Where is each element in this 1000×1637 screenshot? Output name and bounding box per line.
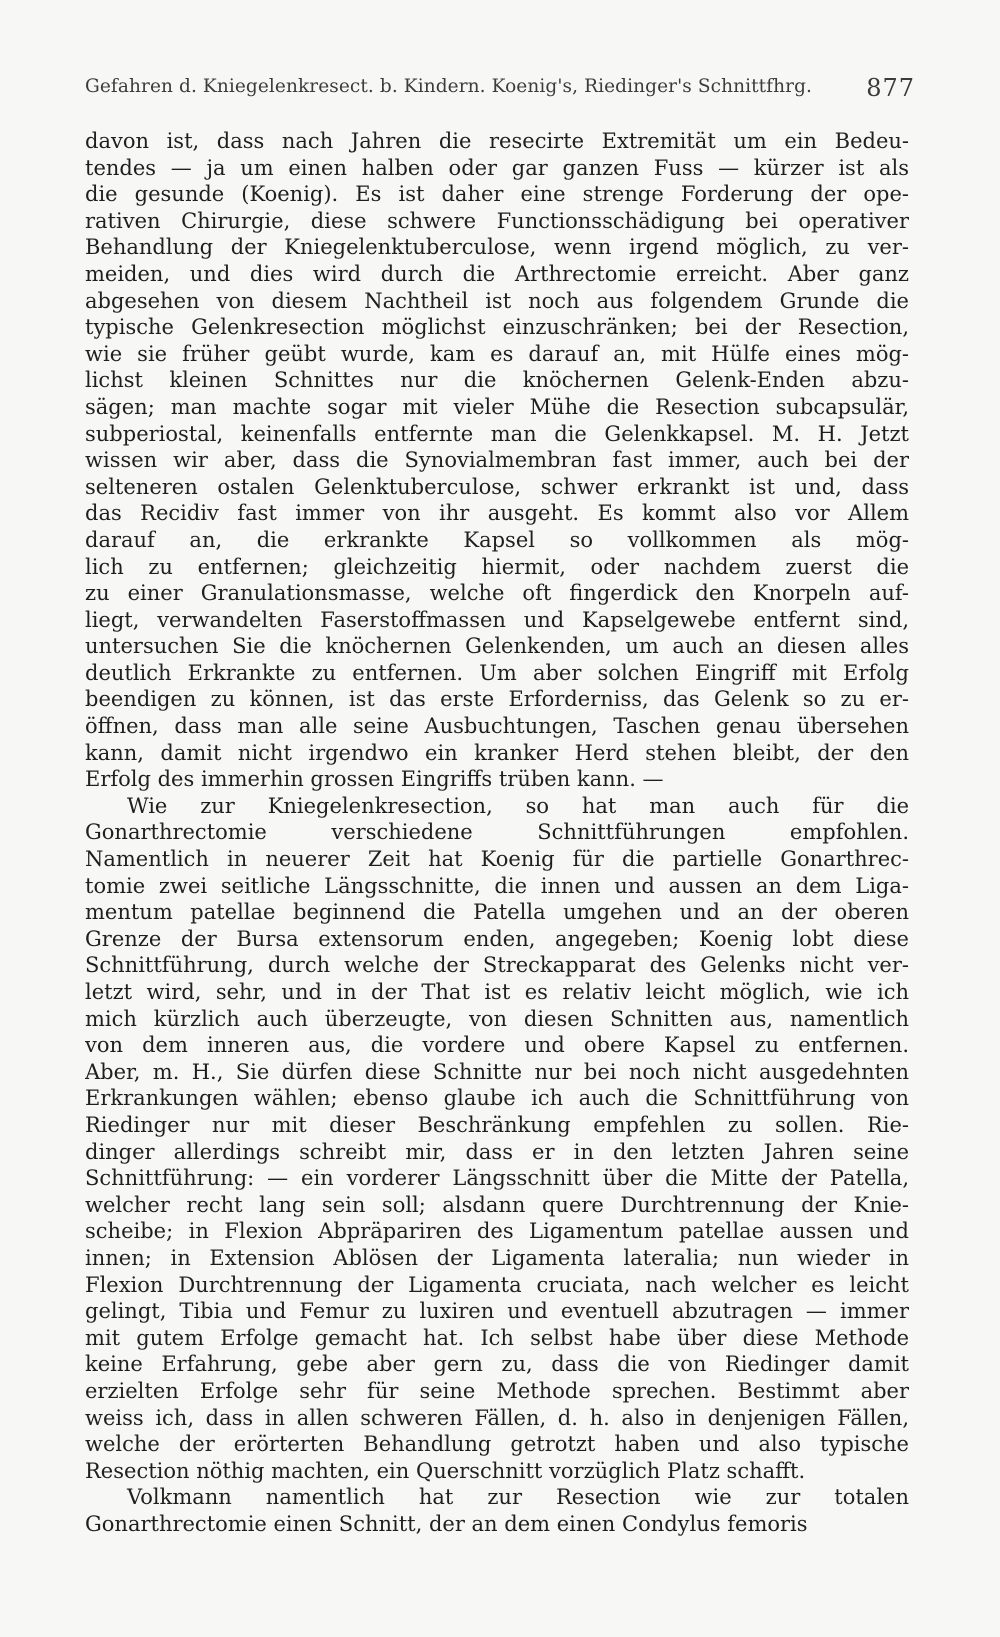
text-line: das Recidiv fast immer von ihr ausgeht. Es kommt also vor Allem [85, 501, 909, 526]
text-line: erzielten Erfolge sehr für seine Methode sprechen. Bestimmt aber [85, 1378, 909, 1403]
text-line: weiss ich, dass in allen schweren Fällen, d. h. also in denjenigen Fällen, [85, 1405, 909, 1430]
text-line: Resection nöthig machten, ein Querschnitt vorzüglich Platz schafft. [85, 1458, 806, 1483]
text-line: welche der erörterten Behandlung getrotzt haben und also typische [85, 1432, 909, 1457]
text-line: Erkrankungen wählen; ebenso glaube ich auch die Schnittführung von [85, 1086, 909, 1111]
text-line: liegt, verwandelten Faserstoffmassen und Kapselgewebe entfernt sind, [85, 607, 909, 632]
text-line: deutlich Erkrankte zu entfernen. Um aber solchen Eingriff mit Erfolg [85, 660, 909, 685]
text-line: innen; in Extension Ablösen der Ligamenta lateralia; nun wieder in [85, 1245, 909, 1270]
text-line: Volkmann namentlich hat zur Resection wie zur totalen [127, 1485, 909, 1510]
text-line: dinger allerdings schreibt mir, dass er in den letzten Jahren seine [85, 1139, 909, 1164]
text-line: darauf an, die erkrankte Kapsel so vollkommen als mög- [85, 527, 909, 552]
text-line: Namentlich in neuerer Zeit hat Koenig für die partielle Gonarthrec- [85, 847, 909, 872]
text-line: abgesehen von diesem Nachtheil ist noch aus folgendem Grunde die [85, 288, 909, 313]
text-line: zu einer Granulationsmasse, welche oft fingerdick den Knorpeln auf- [85, 581, 909, 606]
text-line: sägen; man machte sogar mit vieler Mühe die Resection subcapsulär, [85, 394, 909, 419]
text-line: gelingt, Tibia und Femur zu luxiren und eventuell abzutragen — immer [85, 1299, 909, 1324]
text-line: öffnen, dass man alle seine Ausbuchtungen, Taschen genau übersehen [85, 714, 909, 739]
running-header [85, 62, 915, 114]
text-line: Gonarthrectomie verschiedene Schnittführungen empfohlen. [85, 820, 909, 845]
page-number: 877 [866, 74, 915, 102]
text-line: Schnittführung, durch welche der Streckapparat des Gelenks nicht ver- [85, 953, 909, 978]
text-line: lichst kleinen Schnittes nur die knöchernen Gelenk-Enden abzu- [85, 368, 909, 393]
text-line: mich kürzlich auch überzeugte, von diesen Schnitten aus, namentlich [85, 1006, 909, 1031]
running-header-title: Gefahren d. Kniegelenkresect. b. Kindern. Koenig's, Riedinger's Schnittfhrg. [85, 76, 813, 97]
text-line: typische Gelenkresection möglichst einzuschränken; bei der Resection, [85, 315, 909, 340]
text-line: tendes — ja um einen halben oder gar ganzen Fuss — kürzer ist als [85, 155, 909, 180]
text-line: wissen wir aber, dass die Synovialmembran fast immer, auch bei der [85, 448, 909, 473]
text-line: mentum patellae beginnend die Patella umgehen und an der oberen [85, 900, 909, 925]
text-line: rativen Chirurgie, diese schwere Functionsschädigung bei operativer [85, 208, 909, 233]
text-line: scheibe; in Flexion Abpräpariren des Ligamentum patellae aussen und [85, 1219, 909, 1244]
text-line: welcher recht lang sein soll; alsdann quere Durchtrennung der Knie- [85, 1192, 909, 1217]
text-line: wie sie früher geübt wurde, kam es darauf an, mit Hülfe eines mög- [85, 341, 909, 366]
text-line: von dem inneren aus, die vordere und obere Kapsel zu entfernen. [85, 1033, 909, 1058]
text-line: Aber, m. H., Sie dürfen diese Schnitte nur bei noch nicht ausgedehnten [85, 1059, 909, 1084]
text-line: selteneren ostalen Gelenktuberculose, schwer erkrankt ist und, dass [85, 474, 909, 499]
text-line: die gesunde (Koenig). Es ist daher eine strenge Forderung der ope- [85, 182, 909, 207]
text-line: keine Erfahrung, gebe aber gern zu, dass die von Riedinger damit [85, 1352, 909, 1377]
text-line: Erfolg des immerhin grossen Eingriffs trüben kann. — [85, 767, 664, 792]
text-line: beendigen zu können, ist das erste Erforderniss, das Gelenk so zu er- [85, 687, 909, 712]
text-line: Wie zur Kniegelenkresection, so hat man auch für die [127, 793, 909, 818]
text-line: Grenze der Bursa extensorum enden, angegeben; Koenig lobt diese [85, 926, 909, 951]
text-line: letzt wird, sehr, und in der That ist es relativ leicht möglich, wie ich [85, 980, 909, 1004]
text-line: subperiostal, keinenfalls entfernte man die Gelenkkapsel. M. H. Jetzt [85, 421, 909, 446]
text-line: lich zu entfernen; gleichzeitig hiermit, oder nachdem zuerst die [85, 554, 909, 579]
text-line: Flexion Durchtrennung der Ligamenta cruciata, nach welcher es leicht [85, 1272, 909, 1297]
text-line: Riedinger nur mit dieser Beschränkung empfehlen zu sollen. Rie- [85, 1112, 909, 1137]
text-line: meiden, und dies wird durch die Arthrectomie erreicht. Aber ganz [85, 261, 909, 286]
text-line: kann, damit nicht irgendwo ein kranker Herd stehen bleibt, der den [85, 740, 909, 765]
text-line: tomie zwei seitliche Längsschnitte, die innen und aussen an dem Liga- [85, 873, 909, 898]
text-line: davon ist, dass nach Jahren die resecirte Extremität um ein Bedeu- [85, 129, 909, 153]
text-line: Schnittführung: — ein vorderer Längsschnitt über die Mitte der Patella, [85, 1166, 909, 1191]
text-line: Gonarthrectomie einen Schnitt, der an dem einen Condylus femoris [85, 1511, 808, 1536]
text-line: Behandlung der Kniegelenktuberculose, wenn irgend möglich, zu ver- [85, 235, 909, 260]
body-text [85, 128, 909, 1537]
text-line: untersuchen Sie die knöchernen Gelenkenden, um auch an diesen alles [85, 634, 909, 659]
text-line: mit gutem Erfolge gemacht hat. Ich selbst habe über diese Methode [85, 1325, 909, 1350]
